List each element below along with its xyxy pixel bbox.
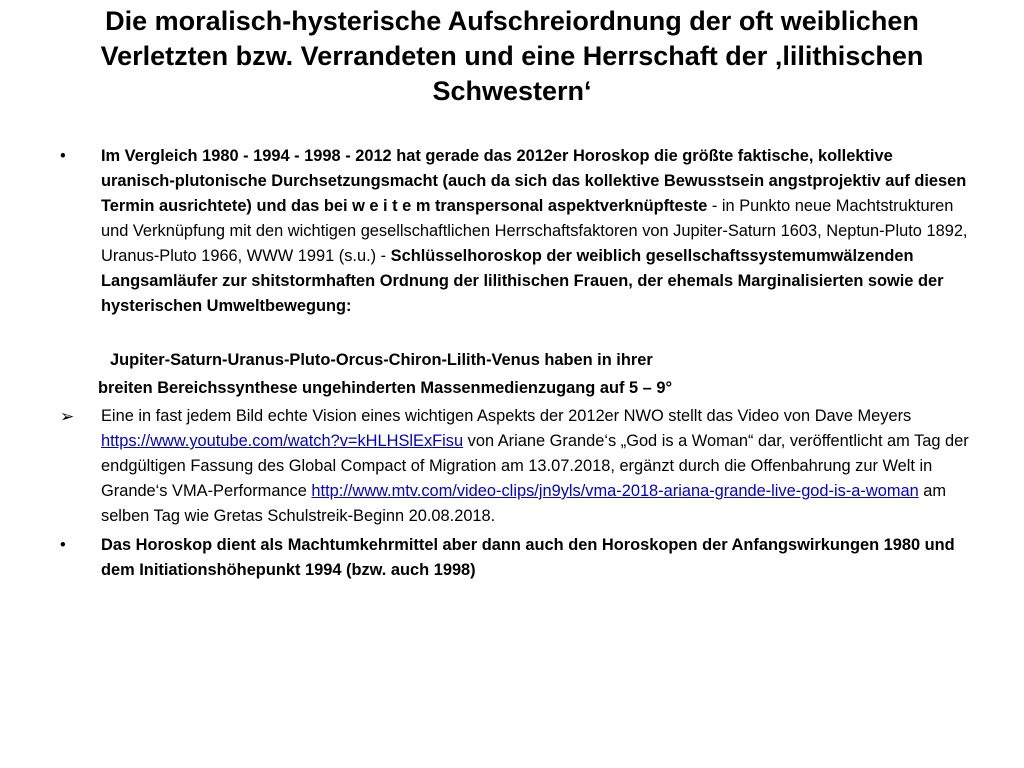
arrow-text-middle: von Ariane Grande‘s „God is a Woman“ dar, veröffentlicht am Tag der endgültigen Fassung des Global Compact of Migration am 13.07.2018, ergänzt durch die Offenbahrung zur Welt in Grande‘s VMA-Performance: [101, 432, 969, 500]
slide-title: Die moralisch-hysterische Aufschreiordnung der oft weiblichen Verletzten bzw. Verrandeten und eine Herrschaft der ‚lilithischen Schwestern‘: [100, 6, 924, 106]
bullet-item-power-reversal: [60, 533, 970, 583]
bullet-text-bold-intro: Im Vergleich 1980 - 1994 - 1998 - 2012 hat gerade das 2012er Horoskop die größte faktische, kollektive uranisch-plutonische Durchsetzungsmacht (auch da sich das kollektive Bewusstsein angstprojektiv auf diesen Termin ausrichtete) und das bei w e i t e m transpersonal aspektverknüpfteste: [101, 147, 967, 215]
bullet-icon: •: [60, 147, 66, 165]
bullet-icon: •: [60, 536, 66, 554]
mtv-video-link[interactable]: http://www.mtv.com/video-clips/jn9yls/vma-2018-ariana-grande-live-god-is-a-woman: [311, 482, 919, 500]
bullet-item-horoscope-comparison: [60, 144, 970, 319]
bullet-text-bold-key-horoscope: Schlüsselhoroskop der weiblich gesellschaftssystemumwälzenden Langsamläufer zur shitstormhaften Ordnung der lilithischen Frauen, der ehemals Marginalisierten sowie der hysterischen Umweltbewegung:: [101, 247, 944, 315]
arrow-item-video-vision: [60, 404, 970, 529]
synthesis-line-1: Jupiter-Saturn-Uranus-Pluto-Orcus-Chiron-Lilith-Venus haben in ihrer: [110, 351, 653, 369]
arrow-text-end: am selben Tag wie Gretas Schulstreik-Beginn 20.08.2018.: [101, 482, 947, 525]
spacer: [60, 319, 970, 344]
arrow-text-intro: Eine in fast jedem Bild echte Vision eines wichtigen Aspekts der 2012er NWO stellt das Video von Dave Meyers: [101, 407, 912, 425]
bullet-text-power-reversal: Das Horoskop dient als Machtumkehrmittel aber dann auch den Horoskopen der Anfangswirkungen 1980 und dem Initiationshöhepunkt 1994 (bzw. auch 1998): [101, 536, 955, 579]
arrow-bullet-icon: ➢: [60, 407, 75, 426]
synthesis-line-2: breiten Bereichssynthese ungehinderten Massenmedienzugang auf 5 – 9°: [98, 379, 673, 397]
slide-body: [60, 144, 970, 583]
youtube-video-link[interactable]: https://www.youtube.com/watch?v=kHLHSlExFisu: [101, 432, 464, 450]
bullet-text-regular: - in Punkto neue Machtstrukturen und Verknüpfung mit den wichtigen gesellschaftlichen Herrschaftsfaktoren von Jupiter-Saturn 1603, Neptun-Pluto 1892, Uranus-Pluto 1966, WWW 1991 (s.u.) -: [101, 197, 968, 265]
